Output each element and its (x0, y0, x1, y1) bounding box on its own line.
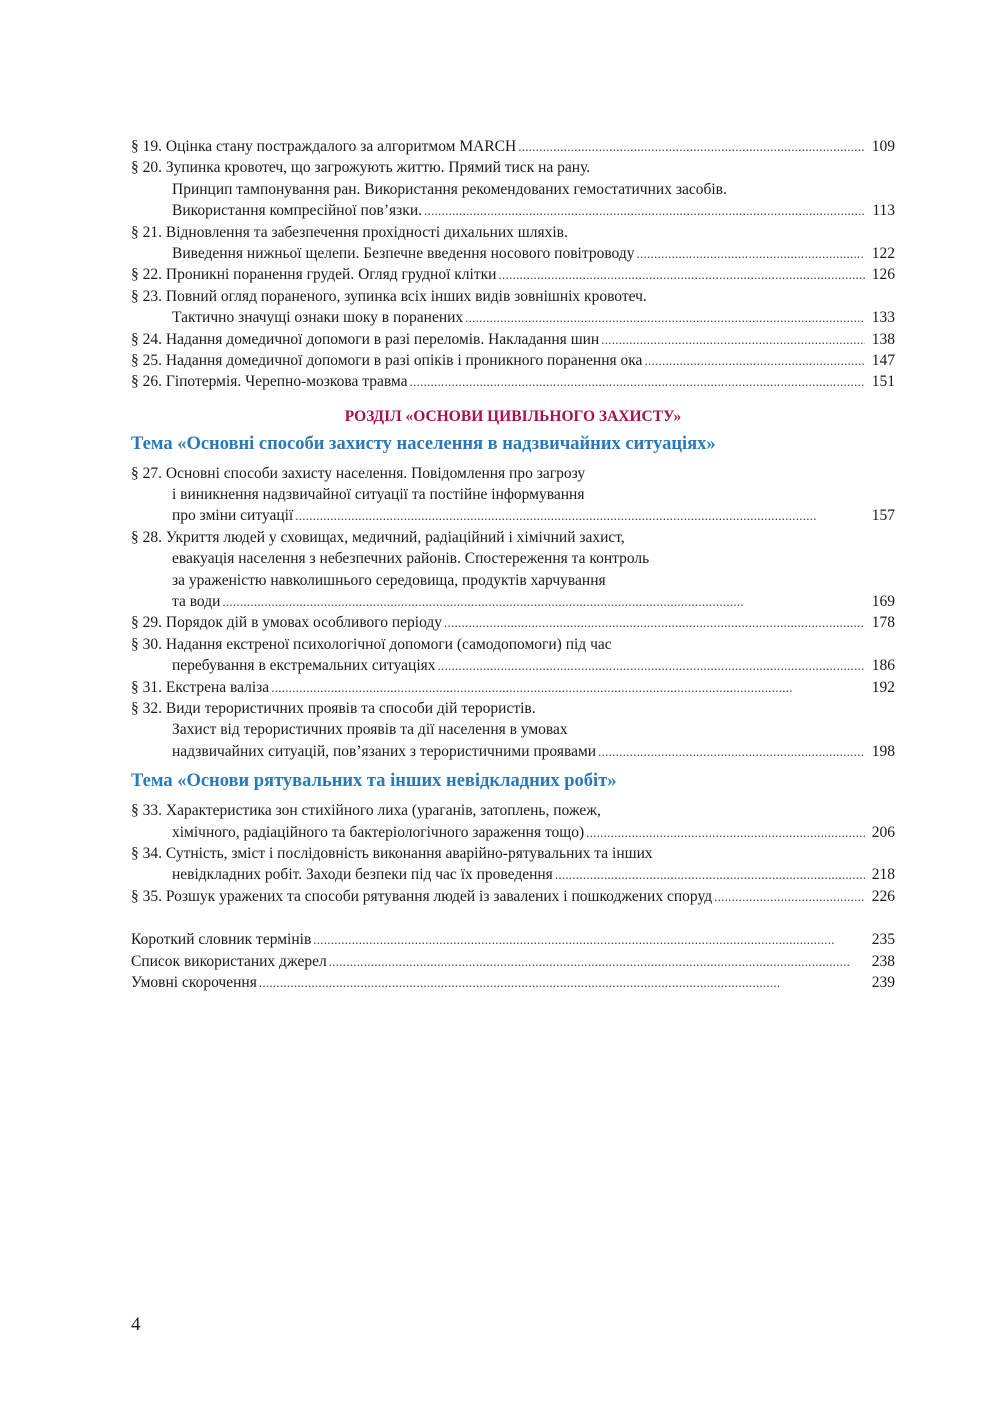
toc-entry (131, 527, 895, 613)
dot-leader (555, 864, 865, 885)
toc-entry-text: Виведення нижньої щелепи. Безпечне введення носового повітроводу (172, 244, 635, 262)
toc-page-number: 157 (871, 507, 895, 525)
toc-entry-text: § 29. Порядок дій в умовах особливого періоду (131, 614, 443, 632)
toc-entry-line (131, 329, 895, 350)
toc-page-number: 178 (871, 614, 895, 632)
toc-entry-text: Короткий словник термінів (131, 931, 312, 949)
toc-page-number: 239 (871, 973, 895, 991)
toc-entry-line (131, 222, 895, 243)
toc-entry (131, 371, 895, 392)
dot-leader (438, 655, 865, 676)
toc-entry-line (131, 929, 895, 950)
dot-leader (444, 612, 865, 633)
toc-entry (131, 677, 895, 698)
toc-entry-line (131, 719, 895, 740)
dot-leader (644, 350, 865, 371)
toc-entry-line (131, 200, 895, 221)
toc-entry-line (131, 350, 895, 371)
toc-page-number: 138 (871, 330, 895, 348)
toc-entry-text: § 35. Розшук уражених та способи рятування людей із завалених і пошкоджених споруд (131, 887, 713, 905)
toc-page-number: 218 (871, 866, 895, 884)
toc-entry (131, 929, 895, 950)
toc-entry-text: § 26. Гіпотермія. Черепно-мозкова травма (131, 373, 408, 391)
toc-entry-text: § 25. Надання домедичної допомоги в разі опіків і проникного поранення ока (131, 351, 643, 369)
toc-group-first-aid (131, 136, 895, 393)
dot-leader (714, 886, 865, 907)
toc-entry-line (131, 822, 895, 843)
toc-entry-line (131, 843, 895, 864)
toc-entry-text: § 31. Екстрена валіза (131, 678, 270, 696)
toc-entry (131, 612, 895, 633)
dot-leader (586, 822, 865, 843)
toc-entry (131, 800, 895, 843)
toc-entry (131, 698, 895, 762)
toc-entry-line (131, 463, 895, 484)
toc-entry (131, 886, 895, 907)
dot-leader (518, 136, 865, 157)
toc-page-number: 226 (871, 887, 895, 905)
toc-entry-line (131, 655, 895, 676)
section-title: РОЗДІЛ «ОСНОВИ ЦИВІЛЬНОГО ЗАХИСТУ» (344, 407, 682, 425)
toc-page-number: 113 (872, 202, 895, 220)
toc-entry-text: Принцип тампонування ран. Використання рекомендованих гемостатичних засобів. (172, 180, 727, 198)
toc-entry-text: хімічного, радіаційного та бактеріологічного зараження тощо) (172, 823, 585, 841)
dot-leader (636, 243, 865, 264)
toc-entry (131, 463, 895, 527)
toc-entry-text: § 19. Оцінка стану постраждалого за алгоритмом MARCH (131, 138, 517, 155)
toc-page-number: 169 (871, 593, 895, 611)
toc-page-number: 198 (871, 742, 895, 760)
toc-page-number: 186 (871, 657, 895, 675)
toc-entry-text: § 30. Надання екстреної психологічної допомоги (самодопомоги) під час (131, 635, 612, 653)
toc-page-number: 133 (871, 309, 895, 327)
toc-entry-line (131, 179, 895, 200)
toc-entry-line (131, 886, 895, 907)
toc-entry-text: Умовні скорочення (131, 973, 257, 991)
toc-entry-line (131, 634, 895, 655)
theme-title-rescue: Тема «Основи рятувальних та інших невідкладних робіт» (131, 771, 617, 792)
dot-leader (598, 741, 865, 762)
dot-leader (222, 591, 865, 612)
toc-entry (131, 329, 895, 350)
toc-entry-line (131, 286, 895, 307)
toc-entry-text: § 32. Види терористичних проявів та способи дій терористів. (131, 699, 536, 717)
toc-entry-line (131, 264, 895, 285)
toc-entry-text: перебування в екстремальних ситуаціях (172, 657, 436, 675)
toc-entry-text: § 34. Сутність, зміст і послідовність виконання аварійно-рятувальних та інших (131, 844, 653, 862)
toc-page-number: 126 (871, 266, 895, 284)
toc-page-number: 206 (871, 823, 895, 841)
toc-entry-text: § 21. Відновлення та забезпечення прохідності дихальних шляхів. (131, 223, 568, 241)
dot-leader (271, 677, 865, 698)
toc-entry-text: і виникнення надзвичайної ситуації та постійне інформування (172, 486, 585, 504)
toc-entry-line (131, 698, 895, 719)
toc-entry-line (131, 612, 895, 633)
toc-entry-text: евакуація населення з небезпечних районів. Спостереження та контроль (172, 550, 650, 568)
toc-entry-text: Використання компресійної пов’язки. (172, 202, 422, 220)
toc-page-number: 147 (871, 351, 895, 369)
dot-leader (424, 200, 865, 221)
toc-entry-line (131, 307, 895, 328)
toc-entry-line (131, 371, 895, 392)
toc-entry-text: § 20. Зупинка кровотеч, що загрожують життю. Прямий тиск на рану. (131, 159, 591, 177)
toc-entry (131, 972, 895, 993)
toc-entry-line (131, 243, 895, 264)
page-number: 4 (131, 1314, 141, 1335)
toc-page-number: 122 (871, 244, 895, 262)
toc-entry-text: невідкладних робіт. Заходи безпеки під час їх проведення (172, 866, 553, 884)
toc-entry-line (131, 548, 895, 569)
toc-page-number: 238 (871, 952, 895, 970)
toc-entry (131, 843, 895, 886)
toc-entry-line (131, 741, 895, 762)
toc-entry-text: Тактично значущі ознаки шоку в поранених (172, 309, 464, 327)
toc-entry (131, 350, 895, 371)
theme-title-protection: Тема «Основні способи захисту населення в надзвичайних ситуаціях» (131, 433, 716, 454)
toc-entry-line (131, 951, 895, 972)
toc-entry-line (131, 677, 895, 698)
toc-page-number: 109 (871, 138, 895, 155)
toc-entry-line (131, 864, 895, 885)
dot-leader (601, 329, 865, 350)
toc-entry (131, 634, 895, 677)
toc-entry (131, 264, 895, 285)
toc-entry-line (131, 505, 895, 526)
toc-entry-text: надзвичайних ситуацій, пов’язаних з терористичними проявами (172, 742, 597, 760)
toc-group-rescue (131, 800, 895, 907)
toc-entry-text: § 23. Повний огляд пораненого, зупинка всіх інших видів зовнішніх кровотеч. (131, 287, 647, 305)
dot-leader (410, 371, 865, 392)
toc-entry (131, 951, 895, 972)
toc-entry (131, 157, 895, 221)
toc-entry-line (131, 527, 895, 548)
dot-leader (295, 505, 865, 526)
toc-entry-line (131, 570, 895, 591)
toc-entry-text: § 24. Надання домедичної допомоги в разі переломів. Накладання шин (131, 330, 600, 348)
toc-entry-text: § 33. Характеристика зон стихійного лиха (ураганів, затоплень, пожеж, (131, 802, 601, 820)
toc-group-appendix (131, 929, 895, 993)
dot-leader (498, 264, 865, 285)
toc-entry-line (131, 972, 895, 993)
dot-leader (313, 929, 865, 950)
toc-entry-text: § 22. Проникні поранення грудей. Огляд грудної клітки (131, 266, 497, 284)
toc-entry-text: Захист від терористичних проявів та дії населення в умовах (172, 721, 568, 739)
toc-entry-line (131, 136, 895, 157)
toc-group-protection (131, 463, 895, 762)
dot-leader (329, 951, 865, 972)
toc-entry-text: § 28. Укриття людей у сховищах, медичний, радіаційний і хімічний захист, (131, 528, 625, 546)
toc-entry (131, 286, 895, 329)
toc-entry-text: про зміни ситуації (172, 507, 294, 525)
toc-page-number: 192 (871, 678, 895, 696)
toc-page-number: 235 (871, 931, 895, 949)
toc-entry-text: та води (172, 593, 221, 611)
toc-entry-text: за ураженістю навколишнього середовища, продуктів харчування (172, 571, 606, 589)
toc-entry (131, 222, 895, 265)
dot-leader (259, 972, 865, 993)
toc-entry-line (131, 591, 895, 612)
toc-entry-line (131, 157, 895, 178)
toc-page-number: 151 (871, 373, 895, 391)
dot-leader (465, 307, 865, 328)
toc-entry (131, 136, 895, 157)
table-of-contents (131, 136, 895, 993)
toc-entry-text: § 27. Основні способи захисту населення. Повідомлення про загрозу (131, 464, 586, 482)
toc-entry-line (131, 484, 895, 505)
toc-entry-text: Список використаних джерел (131, 952, 327, 970)
toc-entry-line (131, 800, 895, 821)
spacer (131, 907, 895, 929)
